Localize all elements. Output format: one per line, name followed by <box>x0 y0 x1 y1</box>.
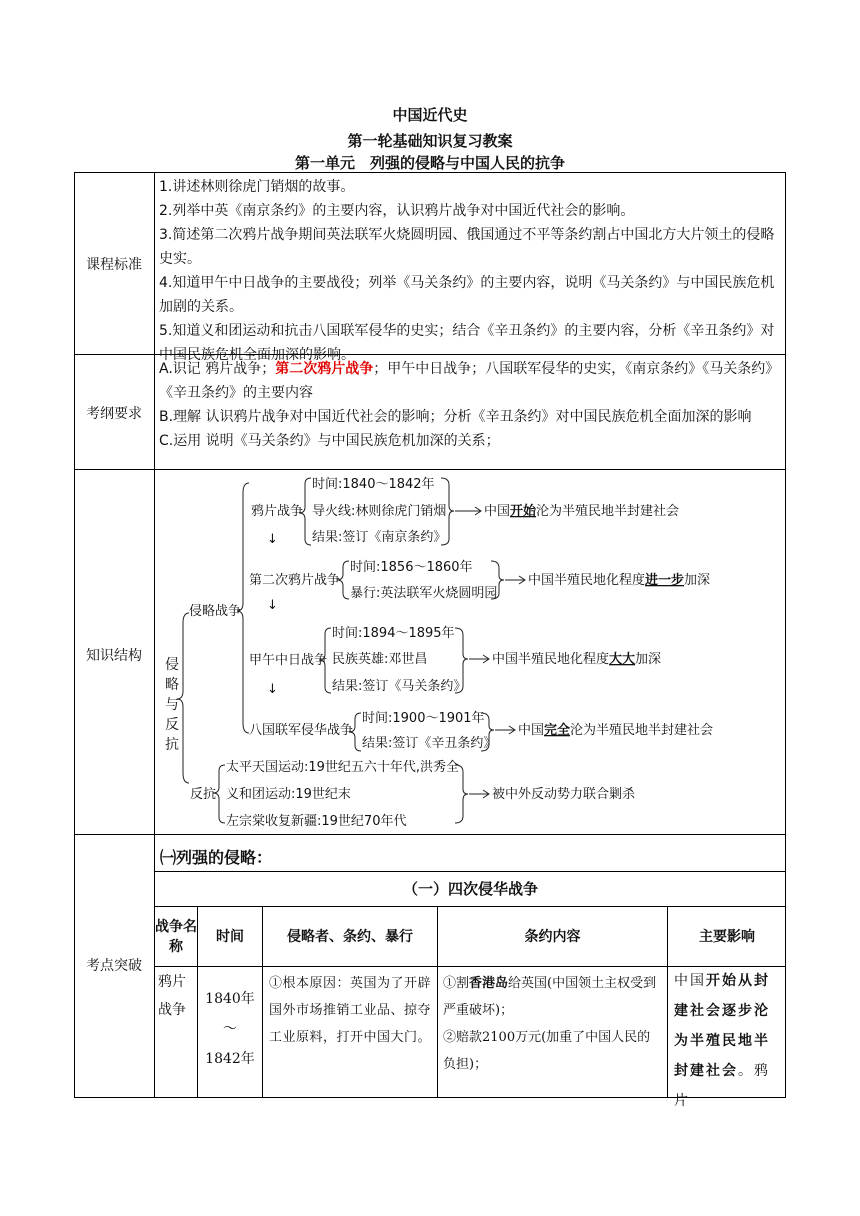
requirement-a <box>159 357 781 405</box>
resistance-node: 反抗 <box>190 787 217 802</box>
down-arrow: ↓ <box>267 532 278 547</box>
cell-war-name: 鸦片战争 <box>158 974 186 1018</box>
war1-item: 时间:1840～1842年 <box>312 477 435 492</box>
requirements-label: 考纲要求 <box>86 406 142 422</box>
resistance-item: 左宗棠收复新疆:19世纪70年代 <box>226 814 407 829</box>
requirement-b: B.理解 认识鸦片战争对中国近代社会的影响；分析《辛丑条约》对中国民族危机全面加深的影响 <box>159 409 752 425</box>
page-title: 中国近代史 <box>392 106 468 124</box>
cell-aggressor: ①根本原因：英国为了开辟国外市场推销工业品、掠夺工业原料，打开中国大门。 <box>269 976 432 1045</box>
row-divider <box>74 469 786 470</box>
war3-item: 结果:签订《马关条约》 <box>332 679 467 694</box>
war1-item: 导火线:林则徐虎门销烟 <box>312 504 447 519</box>
cell-impact: 中国开始从封建社会逐步沦为半殖民地半封建社会。鸦片 <box>674 973 770 1109</box>
war2-name: 第二次鸦片战争 <box>249 573 341 588</box>
header-impact: 主要影响 <box>699 929 755 945</box>
resistance-item: 义和团运动:19世纪末 <box>226 787 351 802</box>
header-war-name: 战争名称 <box>155 919 197 955</box>
unit-title: 第一单元 列强的侵略与中国人民的抗争 <box>294 154 565 172</box>
root-char: 与 <box>165 697 179 713</box>
down-arrow: ↓ <box>267 598 278 613</box>
treaty-item: ②赔款2100万元(加重了中国人民的负担)； <box>443 1030 651 1072</box>
war3-item: 民族英雄:邓世昌 <box>332 652 428 667</box>
war1-result: 中国开始沦为半殖民地半封建社会 <box>484 504 680 519</box>
header-treaty: 条约内容 <box>524 929 581 945</box>
cell-treaty <box>443 970 663 1078</box>
req-a-text-rest: ；甲午中日战争；八国联军侵华的史实，《南京条约》《马关条约》《辛丑条约》的主要内容 <box>159 361 780 401</box>
standard-item: 1.讲述林则徐虎门销烟的故事。 <box>159 179 355 195</box>
header-time: 时间 <box>216 929 244 945</box>
structure-label: 知识结构 <box>86 648 142 664</box>
page-subtitle: 第一轮基础知识复习教案 <box>347 132 513 150</box>
resistance-item: 太平天国运动:19世纪五六十年代,洪秀全 <box>226 760 460 775</box>
war4-result: 中国完全沦为半殖民地半封建社会 <box>518 723 714 738</box>
standard-item: 2.列举中英《南京条约》的主要内容，认识鸦片战争对中国近代社会的影响。 <box>159 203 635 219</box>
root-char: 略 <box>165 677 179 693</box>
aggression-node: 侵略战争 <box>189 604 242 619</box>
treaty-item: ①割香港岛给英国(中国领土主权受到严重破坏)； <box>443 976 657 1018</box>
war3-item: 时间:1894～1895年 <box>332 626 455 641</box>
table-title: （一）四次侵华战争 <box>402 880 538 898</box>
requirement-c: C.运用 说明《马关条约》与中国民族危机加深的关系； <box>159 433 500 449</box>
war2-item: 暴行:英法联军火烧圆明园 <box>350 586 498 601</box>
header-aggressor: 侵略者、条约、暴行 <box>287 929 413 945</box>
war1-item: 结果:签订《南京条约》 <box>312 530 447 545</box>
knowledge-structure-diagram <box>155 473 786 835</box>
down-arrow: ↓ <box>267 682 278 697</box>
standard-item: 3.简述第二次鸦片战争期间英法联军火烧圆明园、俄国通过不平等条约割占中国北方大片领土的侵略史实。 <box>159 227 775 267</box>
section-heading: ㈠列强的侵略： <box>160 848 273 867</box>
war4-item: 结果:签订《辛丑条约》 <box>362 736 497 751</box>
war4-item: 时间:1900～1901年 <box>362 711 485 726</box>
root-char: 抗 <box>165 737 179 753</box>
time-start: 1840年 <box>205 991 255 1007</box>
war3-name: 甲午中日战争 <box>249 653 328 668</box>
cell-time <box>198 984 262 1074</box>
root-char: 反 <box>165 717 179 733</box>
keypoints-label: 考点突破 <box>86 958 142 974</box>
war2-result: 中国半殖民地化程度进一步加深 <box>528 573 711 588</box>
root-char: 侵 <box>165 657 179 673</box>
war3-result: 中国半殖民地化程度大大加深 <box>492 652 662 667</box>
req-a-highlight: 第二次鸦片战争 <box>275 361 374 377</box>
war1-name: 鸦片战争 <box>251 504 304 519</box>
exam-requirements <box>159 357 781 453</box>
standard-item: 5.知道义和团运动和抗击八国联军侵华的史实；结合《辛丑条约》的主要内容，分析《辛丑条约》对中国民族危机全面加深的影响。 <box>159 323 775 363</box>
war2-item: 时间:1856～1860年 <box>350 560 473 575</box>
curriculum-standards <box>159 175 781 367</box>
time-end: 1842年 <box>205 1051 255 1067</box>
standard-item: 4.知道甲午中日战争的主要战役；列举《马关条约》的主要内容，说明《马关条约》与中国民族危机加剧的关系。 <box>159 275 775 315</box>
req-a-text: A.识记 鸦片战争； <box>159 361 276 377</box>
time-sep: ～ <box>223 1021 237 1037</box>
war4-name: 八国联军侵华战争 <box>249 723 354 738</box>
resistance-result: 被中外反动势力联合剿杀 <box>492 787 636 802</box>
standards-label: 课程标准 <box>86 257 142 273</box>
